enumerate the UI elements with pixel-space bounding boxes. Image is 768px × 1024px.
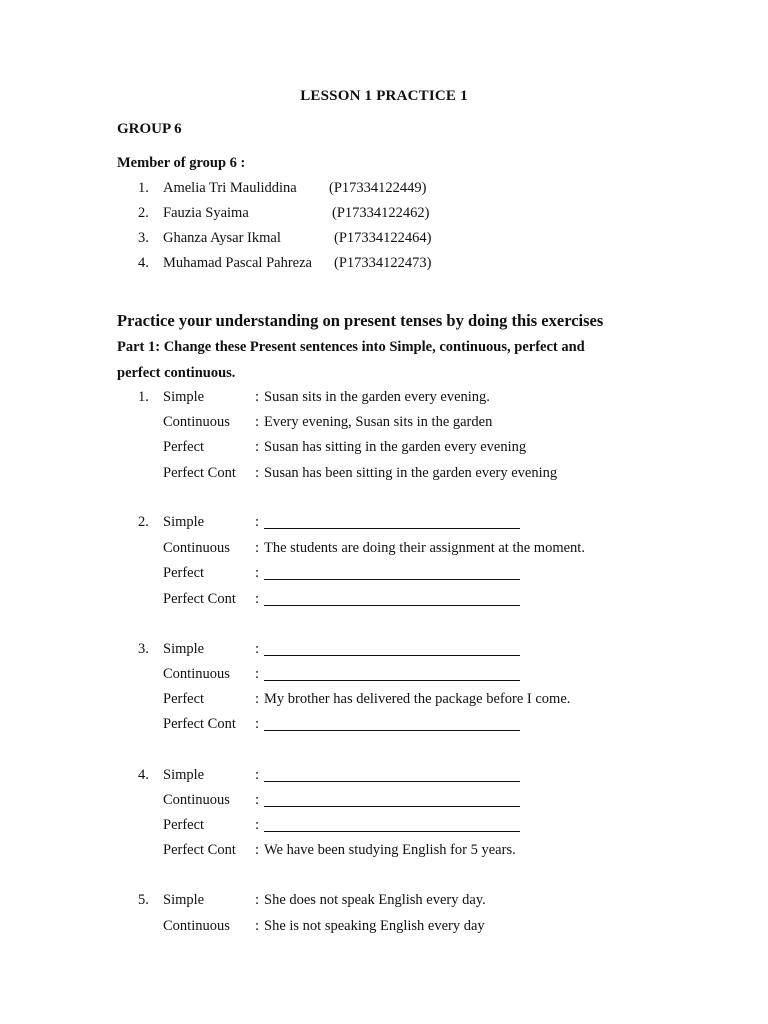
member-name: Ghanza Aysar Ikmal: [163, 230, 281, 246]
member-number: 2.: [138, 205, 149, 221]
member-name: Amelia Tri Mauliddina: [163, 180, 297, 196]
colon: :: [255, 514, 260, 530]
answer-blank: [264, 605, 520, 606]
answer-blank: [264, 806, 520, 807]
tense-label: Perfect: [163, 439, 205, 455]
colon: :: [255, 565, 260, 581]
answer-blank: [264, 831, 520, 832]
tense-label: Perfect: [163, 565, 205, 581]
member-id: (P17334122464): [334, 230, 432, 246]
answer-blank: [264, 579, 520, 580]
sentence-text: We have been studying English for 5 years.: [264, 842, 516, 858]
sentence-text: She does not speak English every day.: [264, 892, 486, 908]
member-number: 1.: [138, 180, 149, 196]
sentence-text: Susan sits in the garden every evening.: [264, 389, 490, 405]
member-id: (P17334122449): [329, 180, 427, 196]
tense-label: Continuous: [163, 540, 230, 556]
tense-label: Perfect: [163, 691, 205, 707]
part-instruction-continued: perfect continuous.: [117, 365, 236, 381]
tense-label: Simple: [163, 514, 205, 530]
colon: :: [255, 892, 260, 908]
exercise-number: 1.: [138, 389, 149, 405]
tense-label: Simple: [163, 767, 205, 783]
sentence-text: The students are doing their assignment at the moment.: [264, 540, 585, 556]
tense-label: Perfect: [163, 817, 205, 833]
colon: :: [255, 918, 260, 934]
colon: :: [255, 666, 260, 682]
member-number: 4.: [138, 255, 149, 271]
lesson-title: LESSON 1 PRACTICE 1: [300, 88, 468, 104]
tense-label: Perfect Cont: [163, 842, 236, 858]
colon: :: [255, 691, 260, 707]
colon: :: [255, 389, 260, 405]
answer-blank: [264, 730, 520, 731]
exercise-number: 2.: [138, 514, 149, 530]
member-name: Muhamad Pascal Pahreza: [163, 255, 312, 271]
tense-label: Perfect Cont: [163, 591, 236, 607]
part-instruction: Part 1: Change these Present sentences into Simple, continuous, perfect and: [117, 339, 585, 355]
members-label: Member of group 6 :: [117, 155, 246, 171]
answer-blank: [264, 528, 520, 529]
answer-blank: [264, 680, 520, 681]
colon: :: [255, 716, 260, 732]
exercise-number: 4.: [138, 767, 149, 783]
sentence-text: Every evening, Susan sits in the garden: [264, 414, 493, 430]
exercise-number: 3.: [138, 641, 149, 657]
member-id: (P17334122473): [334, 255, 432, 271]
answer-blank: [264, 781, 520, 782]
sentence-text: Susan has been sitting in the garden every evening: [264, 465, 558, 481]
tense-label: Continuous: [163, 792, 230, 808]
sentence-text: She is not speaking English every day: [264, 918, 485, 934]
colon: :: [255, 540, 260, 556]
tense-label: Perfect Cont: [163, 465, 236, 481]
tense-label: Simple: [163, 892, 205, 908]
colon: :: [255, 439, 260, 455]
tense-label: Continuous: [163, 414, 230, 430]
colon: :: [255, 641, 260, 657]
exercise-number: 5.: [138, 892, 149, 908]
tense-label: Perfect Cont: [163, 716, 236, 732]
colon: :: [255, 414, 260, 430]
tense-label: Simple: [163, 641, 205, 657]
colon: :: [255, 767, 260, 783]
colon: :: [255, 817, 260, 833]
colon: :: [255, 842, 260, 858]
colon: :: [255, 792, 260, 808]
sentence-text: Susan has sitting in the garden every evening: [264, 439, 527, 455]
answer-blank: [264, 655, 520, 656]
member-id: (P17334122462): [332, 205, 430, 221]
tense-label: Continuous: [163, 666, 230, 682]
colon: :: [255, 591, 260, 607]
sentence-text: My brother has delivered the package before I come.: [264, 691, 571, 707]
tense-label: Continuous: [163, 918, 230, 934]
member-name: Fauzia Syaima: [163, 205, 249, 221]
exercise-heading: Practice your understanding on present tenses by doing this exercises: [117, 311, 604, 330]
tense-label: Simple: [163, 389, 205, 405]
colon: :: [255, 465, 260, 481]
group-name: GROUP 6: [117, 121, 182, 137]
member-number: 3.: [138, 230, 149, 246]
